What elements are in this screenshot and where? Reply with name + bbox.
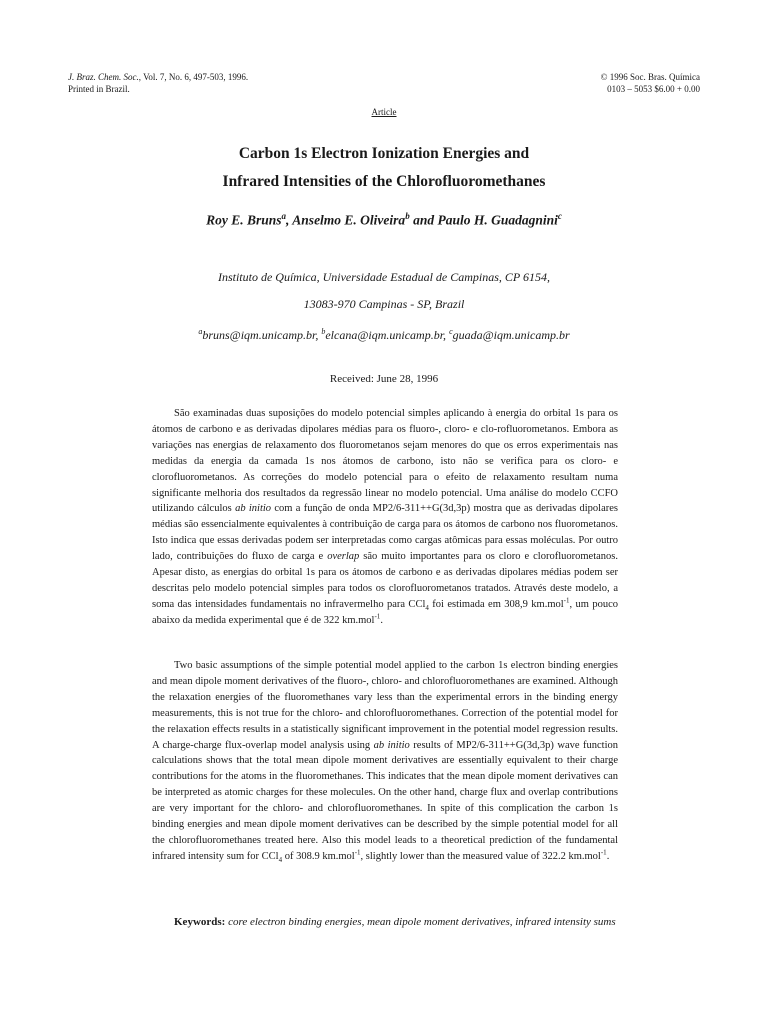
subscript: 4 (425, 603, 429, 612)
superscript: -1 (600, 848, 607, 857)
email-mark-b: b (321, 327, 326, 336)
email-a: bruns@iqm.unicamp.br, (202, 328, 322, 342)
superscript: -1 (563, 596, 570, 605)
abstract-text: results of MP2/6-311++G(3d,3p) wave function calculations shows that the total mean dipole moment derivatives are essentially equivalent to their charge contributions for the atoms in the fluoromethanes. This indicates that the mean dipole moment derivatives can be interpreted as atomic charges for these molecules. On the other hand, charge flux and overlap contributions are very important for the chloro- and chlorofluoromethanes. In spite of this complication the carbon 1s binding energies and mean dipole moment derivatives can be described by the simple potential model for all the chlorofluoromethanes treated here. Also this model leads to a theoretical prediction of the fundamental infrared intensity sum for CCl (152, 739, 618, 862)
author-2-mark: b (405, 211, 410, 221)
price-line: 0103 – 5053 $6.00 + 0.00 (607, 84, 700, 94)
affiliation (0, 264, 768, 349)
author-1-mark: a (281, 211, 287, 221)
keywords-text: core electron binding energies, mean dipole moment derivatives, infrared intensity sums (225, 916, 616, 928)
author-emails (0, 318, 768, 349)
keywords-block (152, 914, 618, 930)
abstract-text: são muito importantes para os cloro e clorofluorometanos. Apesar disto, as energias do orbital 1s para os átomos de carbono e as derivadas dipolares médias podem ser descritas pelo modelo potencial simples para todos os clorofluorometanos tratados. Através deste modelo, a soma das intensidades fundamentais no infravermelho para CCl (152, 551, 618, 610)
journal-volume: , Vol. 7, No. 6, 497-503, 1996. (138, 72, 249, 82)
title-line-1: Carbon 1s Electron Ionization Energies and (238, 145, 530, 162)
author-separator: and (409, 212, 438, 228)
abstract-text: foi estimada em 308,9 km.mol (428, 598, 564, 610)
printed-in: Printed in Brazil. (68, 84, 130, 94)
email-mark-c: c (449, 327, 453, 336)
abstract-english (152, 658, 618, 865)
abstract-text: Two basic assumptions of the simple potential model applied to the carbon 1s electron binding energies and mean dipole moment derivatives of the fluoro-, chloro- and chlorofluoromethanes are examined. Although the relaxation energies of the fluoromethanes vary less than the experimental errors in the binding energy measurements, this is not true for the chloro- and chlorofluoromethanes. Correction of the potential model for the relaxation effects results in a statistically significant improvement in the potential model regression results. A charge-charge flux-overlap model analysis using (152, 660, 618, 751)
abstract-text: . (606, 850, 610, 862)
copyright-block (601, 71, 700, 95)
abstract-pt-paragraph (152, 406, 618, 629)
email-b: elcana@iqm.unicamp.br, (325, 328, 450, 342)
superscript: -1 (374, 612, 381, 621)
author-2: Anselmo E. Oliveira (292, 212, 406, 228)
author-list (0, 211, 768, 229)
email-c: guada@iqm.unicamp.br (452, 328, 570, 342)
affiliation-line-1: Instituto de Química, Universidade Estadual de Campinas, CP 6154, (217, 270, 551, 284)
keywords-label: Keywords: (174, 916, 226, 928)
affiliation-line-2: 13083-970 Campinas - SP, Brazil (303, 297, 465, 311)
copyright-line: © 1996 Soc. Bras. Química (600, 72, 700, 82)
article-type-label: Article (371, 107, 397, 117)
abstract-text: São examinadas duas suposições do modelo potencial simples aplicando à energia do orbital 1s para os átomos de carbono e as derivadas dipolares médias para os fluoro-, cloro- e clo-rofluorometanos. Embora as variações nas energias de relaxamento dos fluorometanos sejam menores do que os erros experimentais nas medidas da energia da camada 1s nos átomos de carbono, isto não se verifica para os cloro- e clorofluorometanos. As correções do modelo potencial para o efeito de relaxamento resultam numa significante melhoria dos resultados da regressão linear no modelo potencial. Uma análise do modelo CCFO utilizando cálculos (152, 408, 618, 515)
superscript: -1 (354, 848, 361, 857)
italic-term: overlap (327, 551, 360, 563)
email-mark-a: a (198, 327, 203, 336)
author-separator: , (286, 212, 293, 228)
abstract-text: . (380, 614, 383, 626)
italic-term: ab initio (373, 739, 410, 751)
abstract-text: of 308.9 km.mol (282, 850, 355, 862)
subscript: 4 (278, 855, 283, 864)
title-line-2: Infrared Intensities of the Chlorofluoromethanes (222, 173, 546, 190)
abstract-text: , um pouco abaixo da medida experimental que é de 322 km.mol (152, 598, 619, 626)
italic-term: ab initio (235, 503, 272, 515)
abstract-portuguese (152, 406, 618, 629)
author-1: Roy E. Bruns (206, 212, 282, 228)
abstract-en-paragraph (152, 658, 618, 865)
abstract-text: com a função de onda MP2/6-311++G(3d,3p) mostra que as derivadas dipolares médias são essencialmente equivalentes à contribuição de carga para os átomos de carbono nos fluorometanos. Isto indica que essas derivadas podem ser interpretadas como cargas atômicas para essas moléculas. Por outro lado, contribuições do fluxo de carga e (152, 503, 618, 563)
journal-name: J. Braz. Chem. Soc. (68, 72, 139, 82)
journal-citation (68, 71, 248, 95)
author-3-mark: c (557, 211, 562, 221)
author-3: Paulo H. Guadagnini (437, 212, 558, 228)
abstract-text: , slightly lower than the measured value of 322.2 km.mol (360, 850, 601, 862)
received-date: Received: June 28, 1996 (329, 373, 439, 385)
article-title (0, 140, 768, 196)
